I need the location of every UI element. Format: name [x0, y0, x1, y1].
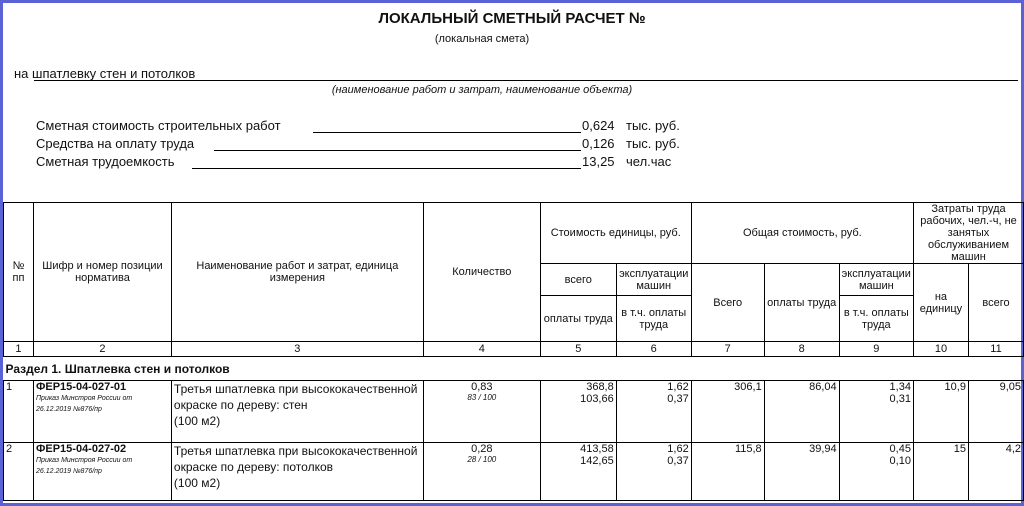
row-labor-per-unit: 15: [913, 443, 968, 501]
row-code: ФЕР15-04-027-02: [35, 443, 127, 455]
header-no: № пп: [4, 203, 34, 342]
header-all: всего: [540, 264, 616, 296]
header-labor-total: всего: [968, 264, 1023, 342]
row-reference: Приказ Минстроя России от 26.12.2019 №876/пр: [35, 395, 133, 413]
summary-unit: тыс. руб.: [626, 136, 680, 151]
row-labor-total: 9,05: [968, 381, 1023, 443]
row-unit-machine: 1,62: [667, 381, 689, 393]
summary-unit: чел.час: [626, 154, 672, 169]
row-unit-labor-pay: 142,65: [580, 455, 614, 467]
row-unit: (100 м2): [173, 414, 221, 428]
row-unit-machine-pay: 0,37: [667, 455, 689, 467]
table-row: [4, 381, 1024, 443]
column-number: 10: [913, 342, 968, 357]
header-code: Шифр и номер позиции норматива: [33, 203, 171, 342]
object-prefix: на: [14, 66, 29, 81]
object-line: [14, 66, 195, 81]
summary-label: Сметная стоимость строительных работ: [36, 118, 281, 133]
row-total-machine: 0,45: [889, 443, 911, 455]
column-number: 11: [968, 342, 1023, 357]
summary-value: 13,25: [582, 154, 615, 169]
row-unit-cost: 368,8: [586, 381, 614, 393]
summary-label: Средства на оплату труда: [36, 136, 195, 151]
header-labor-pay-unit: оплаты труда: [540, 296, 616, 342]
row-total-labor-pay: 86,04: [764, 381, 839, 443]
column-number: 5: [540, 342, 616, 357]
summary-unit: тыс. руб.: [626, 118, 680, 133]
header-labor: Затраты труда рабочих, чел.-ч, не занятых обслуживанием машин: [913, 203, 1023, 264]
row-total-machine: 1,34: [889, 381, 911, 393]
summary-underline: [192, 168, 581, 169]
section-title: Раздел 1. Шпатлевка стен и потолков: [5, 361, 230, 376]
header-machine-ops: эксплуатации машин: [616, 264, 691, 296]
column-number: 8: [764, 342, 839, 357]
row-name: Третья шпатлевка при высококачественной окраске по дереву: стен: [173, 382, 418, 412]
header-qty: Количество: [423, 203, 540, 342]
row-total: 306,1: [691, 381, 764, 443]
row-qty-note: 28 / 100: [467, 455, 497, 464]
row-name: Третья шпатлевка при высококачественной окраске по дереву: потолков: [173, 444, 418, 474]
row-unit-machine-pay: 0,37: [667, 393, 689, 405]
header-total-cost: Общая стоимость, руб.: [691, 203, 913, 264]
object-name: шпатлевку стен и потолков: [32, 66, 196, 81]
header-per-unit: на единицу: [913, 264, 968, 342]
table-row: [4, 443, 1024, 501]
estimate-table: [3, 202, 1024, 501]
column-number: 3: [171, 342, 423, 357]
row-unit: (100 м2): [173, 476, 221, 490]
row-reference: Приказ Минстроя России от 26.12.2019 №876/пр: [35, 457, 133, 475]
row-qty-note: 83 / 100: [467, 393, 497, 402]
column-number: 6: [616, 342, 691, 357]
header-incl-pay-total: в т.ч. оплаты труда: [839, 296, 913, 342]
summary-value: 0,126: [582, 136, 615, 151]
row-code: ФЕР15-04-027-01: [35, 381, 127, 393]
row-labor-total: 4,2: [968, 443, 1023, 501]
row-qty: 0,83: [471, 381, 493, 393]
summary-value: 0,624: [582, 118, 615, 133]
row-unit-labor-pay: 103,66: [580, 393, 614, 405]
column-number: 1: [4, 342, 34, 357]
column-number: 9: [839, 342, 913, 357]
column-number: 7: [691, 342, 764, 357]
column-number-row: [4, 342, 1024, 357]
row-qty: 0,28: [471, 443, 493, 455]
row-number: 1: [4, 381, 34, 443]
summary-label: Сметная трудоемкость: [36, 154, 175, 169]
row-total: 115,8: [691, 443, 764, 501]
row-total-machine-pay: 0,10: [889, 455, 911, 467]
summary-underline: [313, 132, 581, 133]
row-unit-cost: 413,58: [580, 443, 614, 455]
column-number: 2: [33, 342, 171, 357]
header-machine-ops-total: эксплуатации машин: [839, 264, 913, 296]
row-unit-machine: 1,62: [667, 443, 689, 455]
header-total: Всего: [691, 264, 764, 342]
object-caption: (наименование работ и затрат, наименование объекта): [331, 84, 633, 96]
object-underline: [34, 80, 1018, 81]
document-title: ЛОКАЛЬНЫЙ СМЕТНЫЙ РАСЧЕТ №: [378, 10, 646, 27]
header-incl-pay: в т.ч. оплаты труда: [616, 296, 691, 342]
row-labor-per-unit: 10,9: [913, 381, 968, 443]
summary-underline: [214, 150, 581, 151]
document-subtitle: (локальная смета): [434, 33, 530, 45]
header-labor-pay: оплаты труда: [764, 264, 839, 342]
row-total-machine-pay: 0,31: [889, 393, 911, 405]
row-total-labor-pay: 39,94: [764, 443, 839, 501]
header-name: Наименование работ и затрат, единица измерения: [171, 203, 423, 342]
column-number: 4: [423, 342, 540, 357]
header-unit-cost: Стоимость единицы, руб.: [540, 203, 691, 264]
row-number: 2: [4, 443, 34, 501]
